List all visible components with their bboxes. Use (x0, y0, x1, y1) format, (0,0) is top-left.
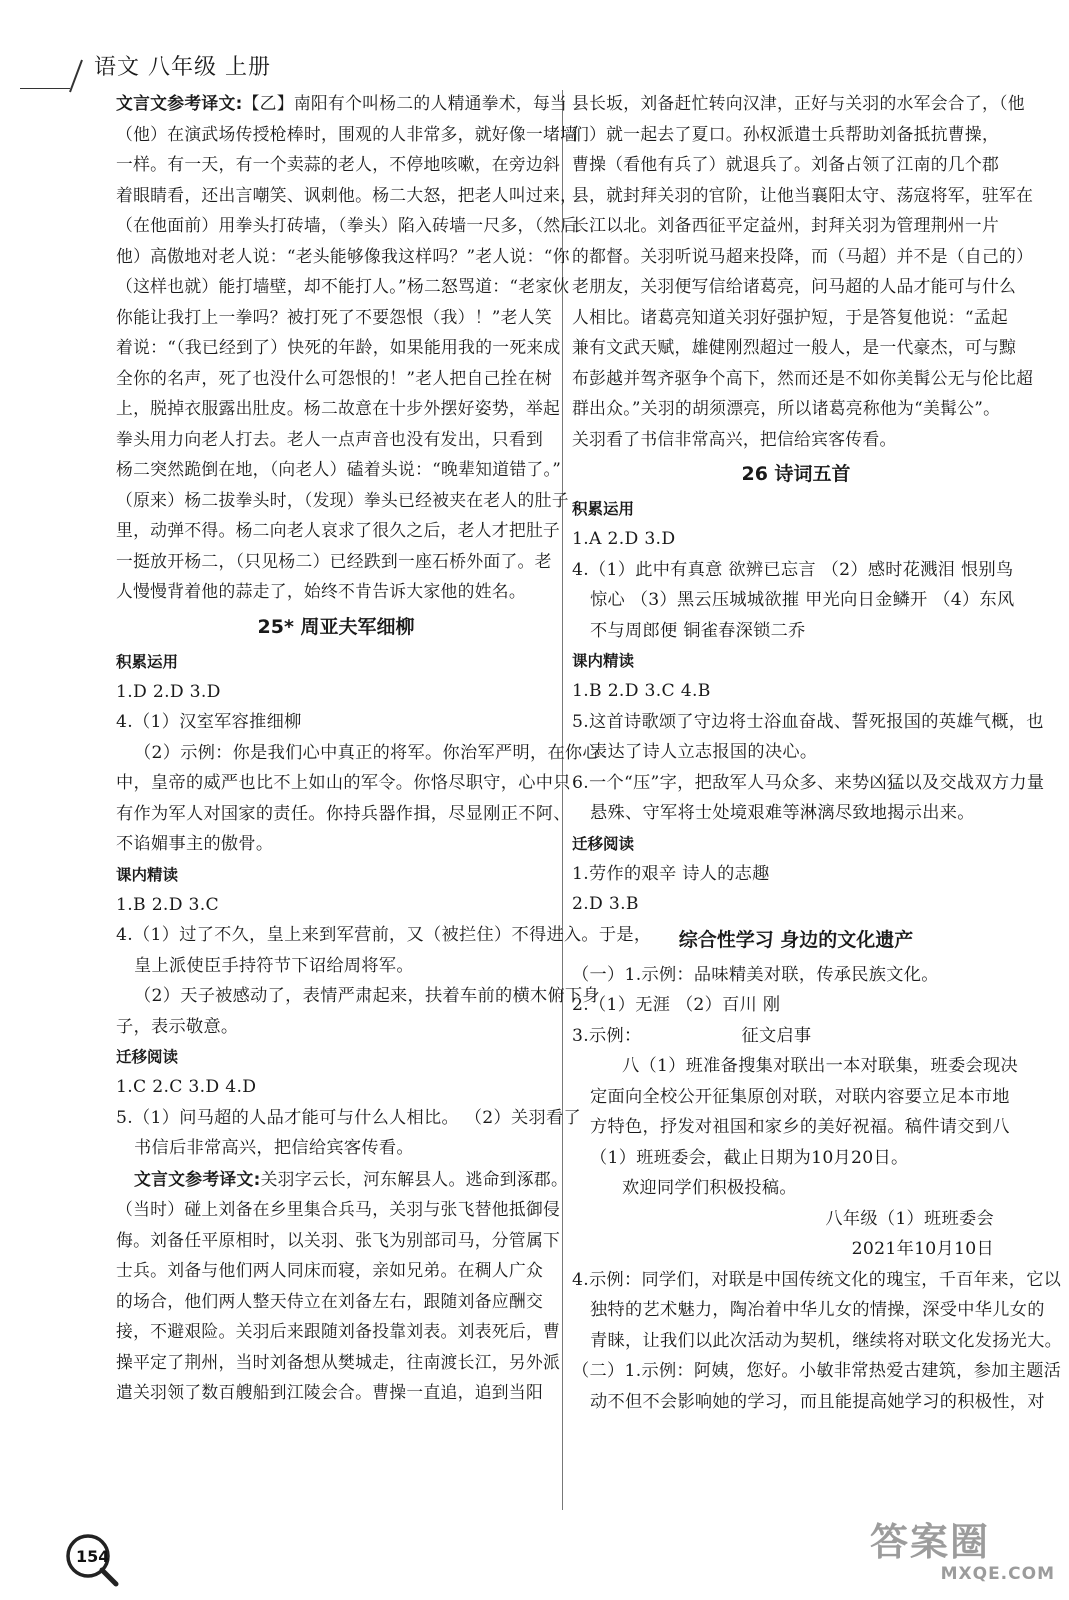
text-line: 上，脱掉衣服露出肚皮。杨二故意在十步外摆好姿势，举起 (116, 398, 561, 418)
answer-line: 4.（1）此中有真意 欲辨已忘言 （2）感时花溅泪 恨别鸟 (572, 559, 1014, 580)
lesson-26-heading: 26 诗词五首 (741, 463, 851, 485)
answer-line: 悬殊、守军将士处境艰难等淋漓尽致地揭示出来。 (590, 803, 975, 823)
right-column (572, 88, 1063, 1417)
text-line: 他）高傲地对老人说：“老头能够像我这样吗？”老人说：“你 (116, 245, 570, 266)
section-label-qianyi: 迁移阅读 (572, 834, 635, 853)
notice-line: 欢迎同学们积极投稿。 (622, 1178, 797, 1198)
text-line: 你能让我打上一拳吗？被打死了不要怨恨（我）！”老人笑 (116, 306, 552, 327)
answer-line: 表达了诗人立志报国的决心。 (590, 742, 818, 762)
answer-line: 不与周郎便 铜雀春深锁二乔 (590, 620, 806, 641)
text-line: 遣关羽领了数百艘船到江陵会合。曹操一直追，追到当阳 (116, 1382, 544, 1402)
answer-line: 动不但不会影响她的学习，而且能提高她学习的积极性，对 (590, 1391, 1045, 1412)
text-line: 曹操（看他有兵了）就退兵了。刘备占领了江南的几个郡 (572, 154, 1000, 174)
page-number: 154 (76, 1547, 110, 1566)
answer-line: 6.一个“压”字，把敌军人马众多、来势凶猛以及交战双方力量 (572, 772, 1045, 793)
answer-line: 1.B 2.D 3.C (116, 894, 219, 915)
answer-line: 4.（1）过了不久，皇上来到军营前，又（被拦住）不得进入。于是， (116, 925, 652, 945)
answer-line: 5.这首诗歌颂了守边将士浴血奋战、誓死报国的英雄气概，也 (572, 711, 1044, 732)
text-line: 县，就封拜关羽的官阶，让他当襄阳太守、荡寇将军，驻军在 (572, 184, 1034, 205)
notice-title: 征文启事 (741, 1025, 812, 1046)
answer-line: （2）天子被感动了，表情严肃起来，扶着车前的横木俯下身 (134, 986, 600, 1006)
classic-translation-label: 文言文参考译文: (116, 93, 243, 113)
text-line: 一样。有一天，有一个卖蒜的老人，不停地咳嗽，在旁边斜 (116, 154, 561, 174)
text-line: 兼有文武天赋，雄健刚烈超过一般人，是一代豪杰，可与黥 (572, 337, 1017, 357)
text-line: （这样也就）能打墙壁，却不能打人。”杨二怒骂道：“老家伙 (116, 276, 570, 296)
answer-line: 1.D 2.D 3.D (116, 681, 221, 702)
watermark-text: 答案圈 (870, 1520, 991, 1564)
notice-date: 2021年10月10日 (851, 1239, 994, 1259)
answer-line: 皇上派使臣手持符节下诏给周将军。 (134, 955, 414, 976)
text-line: 侮。刘备任平原相时，以关羽、张飞为别部司马，分管属下 (116, 1229, 561, 1250)
answer-line: （2）示例：你是我们心中真正的将军。你治军严明，在你心 (134, 742, 600, 763)
notice-line: 定面向全校公开征集原创对联，对联内容要立足本市地 (590, 1086, 1010, 1107)
text-line: 杨二突然跪倒在地，（向老人）磕着头说：“晚辈知道错了。” (116, 459, 562, 479)
answer-line: 1.B 2.D 3.C 4.B (572, 681, 711, 701)
text-line: 们）就一起去了夏口。孙权派遣士兵帮助刘备抵抗曹操， (572, 123, 1000, 144)
text-line: 一挺放开杨二，（只见杨二）已经跌到一座石桥外面了。老 (116, 550, 552, 571)
text-line: 人相比。诸葛亮知道关羽好强护短，于是答复他说：“孟起 (572, 306, 1008, 327)
text-line: 士兵。刘备与他们两人同床而寝，亲如兄弟。在稠人广众 (116, 1260, 544, 1280)
text-line: 的场合，他们两人整天侍立在刘备左右，跟随刘备应酬交 (116, 1290, 544, 1311)
notice-title-line: 3.示例： 征文启事 (572, 1025, 812, 1046)
text-line: 长江以北。刘备西征平定益州，封拜关羽为管理荆州一片 (572, 215, 1000, 235)
text-line: （原来）杨二拔拳头时，（发现）拳头已经被夹在老人的肚子 (116, 489, 569, 510)
answer-line: 青睐，让我们以此次活动为契机，继续将对联文化发扬光大。 (590, 1330, 1063, 1351)
watermark-logo (870, 1520, 1055, 1595)
answer-line: 有作为军人对国家的责任。你持兵器作揖，尽显刚正不阿、 (116, 803, 571, 824)
text-line: 群出众。”关羽的胡须漂亮，所以诸葛亮称他为“美髯公”。 (572, 398, 1001, 418)
answer-line: （二）1.示例：阿姨，您好。小敏非常热爱古建筑，参加主题活 (572, 1361, 1062, 1381)
comprehensive-study-heading: 综合性学习 身边的文化遗产 (678, 928, 914, 951)
header-slash-mark (68, 58, 84, 94)
section-label-jilei: 积累运用 (116, 652, 179, 671)
text-line: 接，不避艰险。关羽后来跟随刘备投靠刘表。刘表死后，曹 (116, 1321, 561, 1341)
text-line: 着眼睛看，还出言嘲笑、讽刺他。杨二大怒，把老人叫过来， (116, 184, 578, 205)
notice-line: （1）班班委会，截止日期为10月20日。 (590, 1147, 909, 1168)
answer-line: 1.劳作的艰辛 诗人的志趣 (572, 863, 770, 884)
text-line: 人慢慢背着他的蒜走了，始终不肯告诉大家他的姓名。 (116, 581, 526, 601)
text-line: 县长坂，刘备赶忙转向汉津，正好与关羽的水军会合了，（他 (572, 93, 1025, 113)
answer-line: 子，表示敬意。 (116, 1016, 239, 1037)
text-line: （在他面前）用拳头打砖墙，（拳头）陷入砖墙一尺多，（然后 (116, 215, 578, 235)
classic-translation-label: 文言文参考译文: (134, 1168, 261, 1189)
text-line: （他）在演武场传授枪棒时，围观的人非常多，就好像一堵墙 (116, 123, 578, 144)
page-number-badge (62, 1530, 120, 1588)
lesson-25-heading: 25* 周亚夫军细柳 (257, 615, 415, 638)
text-line: 操平定了荆州，当时刘备想从樊城走，往南渡长江，另外派 (116, 1351, 561, 1372)
book-title: 语文 八年级 上册 (94, 55, 271, 80)
text-line: 着说：“（我已经到了）快死的年龄，如果能用我的一死来成 (116, 337, 561, 357)
text-line: 关羽看了书信非常高兴，把信给宾客传看。 (572, 428, 897, 449)
answer-line: 2.（1）无涯 （2）百川 刚 (572, 995, 781, 1015)
header-rule (20, 88, 70, 89)
section-label-jilei: 积累运用 (572, 500, 635, 518)
answer-line: 惊心 （3）黑云压城城欲摧 甲光向日金鳞开 （4）东风 (590, 590, 1015, 610)
answer-line: 4.示例：同学们，对联是中国传统文化的瑰宝，千百年来，它以 (572, 1269, 1062, 1290)
answer-line: 不谄媚事主的傲骨。 (116, 834, 274, 854)
answer-line: 中，皇帝的威严也比不上如山的军令。你恪尽职守，心中只 (116, 773, 571, 793)
answer-line: 独特的艺术魅力，陶冶着中华儿女的情操，深受中华儿女的 (590, 1300, 1045, 1320)
text-line: 全你的名声，死了也没什么可怨恨的！”老人把自己拴在树 (116, 367, 552, 388)
answer-line: 1.C 2.C 3.D 4.D (116, 1077, 257, 1097)
answer-line: 2.D 3.B (572, 894, 639, 914)
text-line: 拳头用力向老人打去。老人一点声音也没有发出，只看到 (116, 428, 544, 449)
notice-line: 方特色，抒发对祖国和家乡的美好祝福。稿件请交到八 (590, 1117, 1010, 1137)
text-line: 布彭越并驾齐驱争个高下，然而还是不如你美髯公无与伦比超 (572, 367, 1034, 388)
answer-line: 书信后非常高兴，把信给宾客传看。 (134, 1138, 414, 1158)
notice-line: 八（1）班准备搜集对联出一本对联集，班委会现决 (622, 1056, 1018, 1076)
answer-line: 1.A 2.D 3.D (572, 529, 676, 549)
answer-line: 5.（1）问马超的人品才能可与什么人相比。 （2）关羽看了 (116, 1107, 581, 1128)
text-line: 的都督。关羽听说马超来投降，而（马超）并不是（自己的） (572, 245, 1034, 266)
column-divider (562, 90, 563, 1510)
answer-line: （一）1.示例：品味精美对联，传承民族文化。 (572, 964, 939, 985)
notice-signature: 八年级（1）班班委会 (825, 1208, 994, 1229)
section-label-kenei: 课内精读 (572, 652, 635, 670)
answer-line: 4.（1）汉室军容推细柳 (116, 712, 302, 732)
text-line: 里，动弹不得。杨二向老人哀求了很久之后，老人才把肚子 (116, 520, 561, 540)
section-label-qianyi: 迁移阅读 (116, 1048, 179, 1066)
section-label-kenei: 课内精读 (116, 865, 179, 884)
text-line: （当时）碰上刘备在乡里集合兵马，关羽与张飞替他抵御侵 (116, 1199, 561, 1219)
classic-translation-2-line: 文言文参考译文:关羽字云长，河东解县人。逃命到涿郡。 (134, 1168, 569, 1189)
classic-translation-1-line: 文言文参考译文:【乙】南阳有个叫杨二的人精通拳术，每当 (116, 93, 568, 113)
watermark-url: MXQE.COM (940, 1564, 1055, 1584)
text-line: 老朋友，关羽便写信给诸葛亮，问马超的人品才能可与什么 (572, 276, 1017, 296)
